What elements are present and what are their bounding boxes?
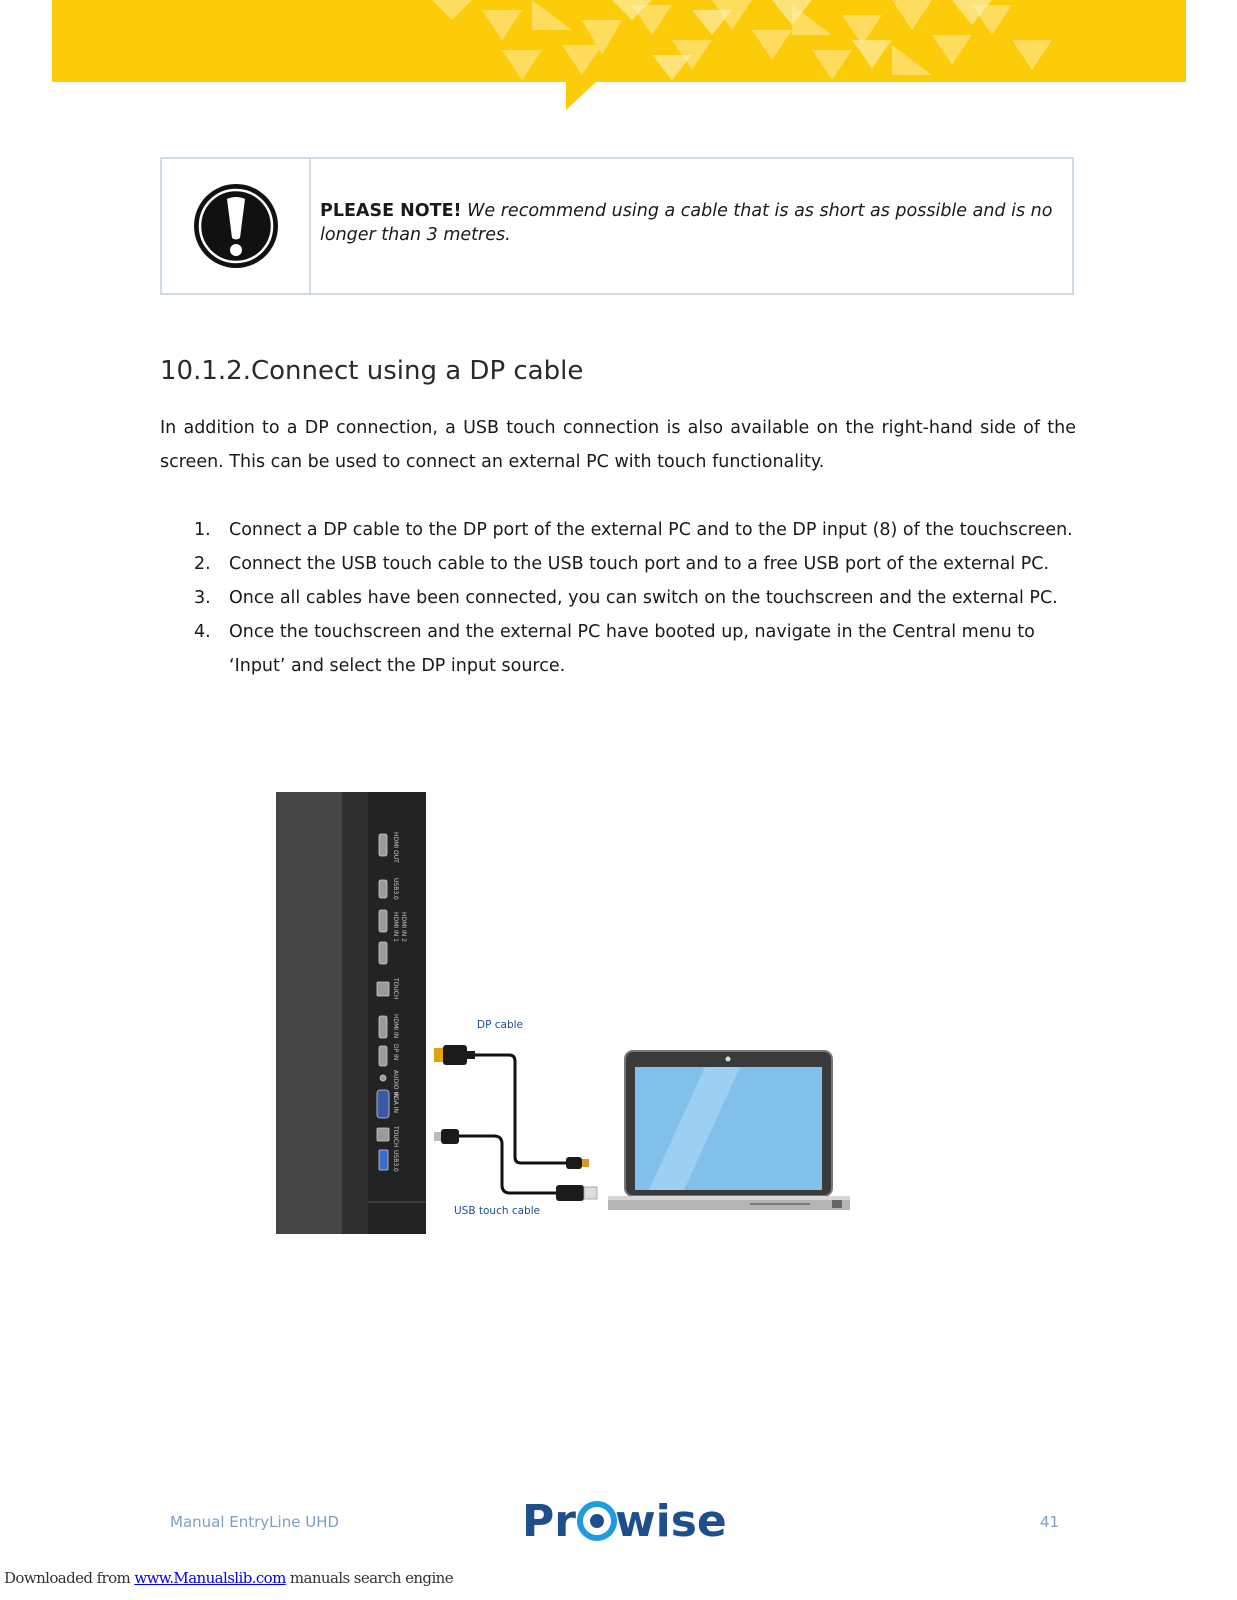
hdmi-out-port (379, 834, 387, 856)
exclamation-icon (192, 182, 280, 270)
dp-cable (434, 1045, 589, 1169)
step-number: 1. (194, 520, 211, 540)
step-text: Connect the USB touch cable to the USB touch port and to a free USB port of the external PC. (229, 554, 1050, 574)
touch-port-2 (377, 1128, 389, 1141)
port-label: TOUCH (392, 978, 399, 1000)
list-item (160, 581, 1076, 615)
note-body: We recommend using a cable that is as short as possible and is no longer than 3 metres. (320, 201, 1053, 245)
step-text: Once the touchscreen and the external PC have booted up, navigate in the Central menu to ‘Input’ and select the DP input source. (229, 622, 1035, 676)
note-divider (309, 159, 311, 293)
touch-port (377, 982, 389, 996)
banner-notch (0, 0, 1237, 112)
logo-eye-icon (580, 1504, 614, 1538)
note-label: PLEASE NOTE! (320, 201, 462, 221)
connection-diagram (276, 792, 860, 1234)
step-number: 4. (194, 622, 211, 642)
port-label: HDMI OUT (392, 832, 399, 863)
hdmi-in-2-port (379, 942, 387, 964)
prowise-logo (522, 1492, 727, 1548)
dp-in-port (379, 1046, 387, 1066)
note-box (160, 157, 1074, 295)
step-number: 2. (194, 554, 211, 574)
step-text: Connect a DP cable to the DP port of the external PC and to the DP input (8) of the touchscreen. (229, 520, 1073, 540)
port-label: VGA IN (392, 1092, 399, 1114)
download-prefix: Downloaded from (4, 1569, 135, 1587)
usb3-port (379, 1150, 388, 1170)
list-item (160, 513, 1076, 547)
section-heading: 10.1.2.Connect using a DP cable (160, 356, 584, 386)
step-number: 3. (194, 588, 211, 608)
manualslib-link[interactable]: www.Manualslib.com (134, 1569, 286, 1587)
audio-in-port (380, 1075, 386, 1081)
usb-cable-label: USB touch cable (454, 1205, 541, 1217)
footer-manual-name: Manual EntryLine UHD (170, 1513, 340, 1531)
dp-cable-label: DP cable (477, 1019, 524, 1031)
note-text (320, 199, 1065, 247)
laptop (608, 1051, 850, 1210)
logo-text-left: Pr (522, 1496, 576, 1547)
port-label: AUDIO IN (392, 1070, 399, 1098)
port-label: USB3.0 (392, 1150, 399, 1172)
section-intro: In addition to a DP connection, a USB touch connection is also available on the right-hand side of the screen. This can be used to connect an external PC with touch functionality. (160, 418, 1076, 472)
port-label: HDMI IN (392, 1014, 399, 1039)
download-suffix: manuals search engine (285, 1569, 453, 1587)
logo-text-right: wise (615, 1496, 727, 1547)
port-label: USB3.0 (392, 878, 399, 900)
usb-port (379, 880, 387, 898)
vga-in-port (377, 1090, 389, 1118)
list-item (160, 547, 1076, 581)
port-label: HDMI IN 1 (392, 912, 399, 942)
list-item (160, 615, 1076, 683)
steps-list (160, 513, 1076, 683)
step-text: Once all cables have been connected, you can switch on the touchscreen and the external PC. (229, 588, 1058, 608)
hdmi-in-port (379, 1016, 387, 1038)
port-label: TOUCH (392, 1126, 399, 1148)
port-label: HDMI IN 2 (400, 912, 407, 942)
download-credit (4, 1569, 453, 1587)
page-number: 41 (1040, 1513, 1060, 1531)
port-label: DP IN (392, 1044, 399, 1061)
hdmi-in-1-port (379, 910, 387, 932)
